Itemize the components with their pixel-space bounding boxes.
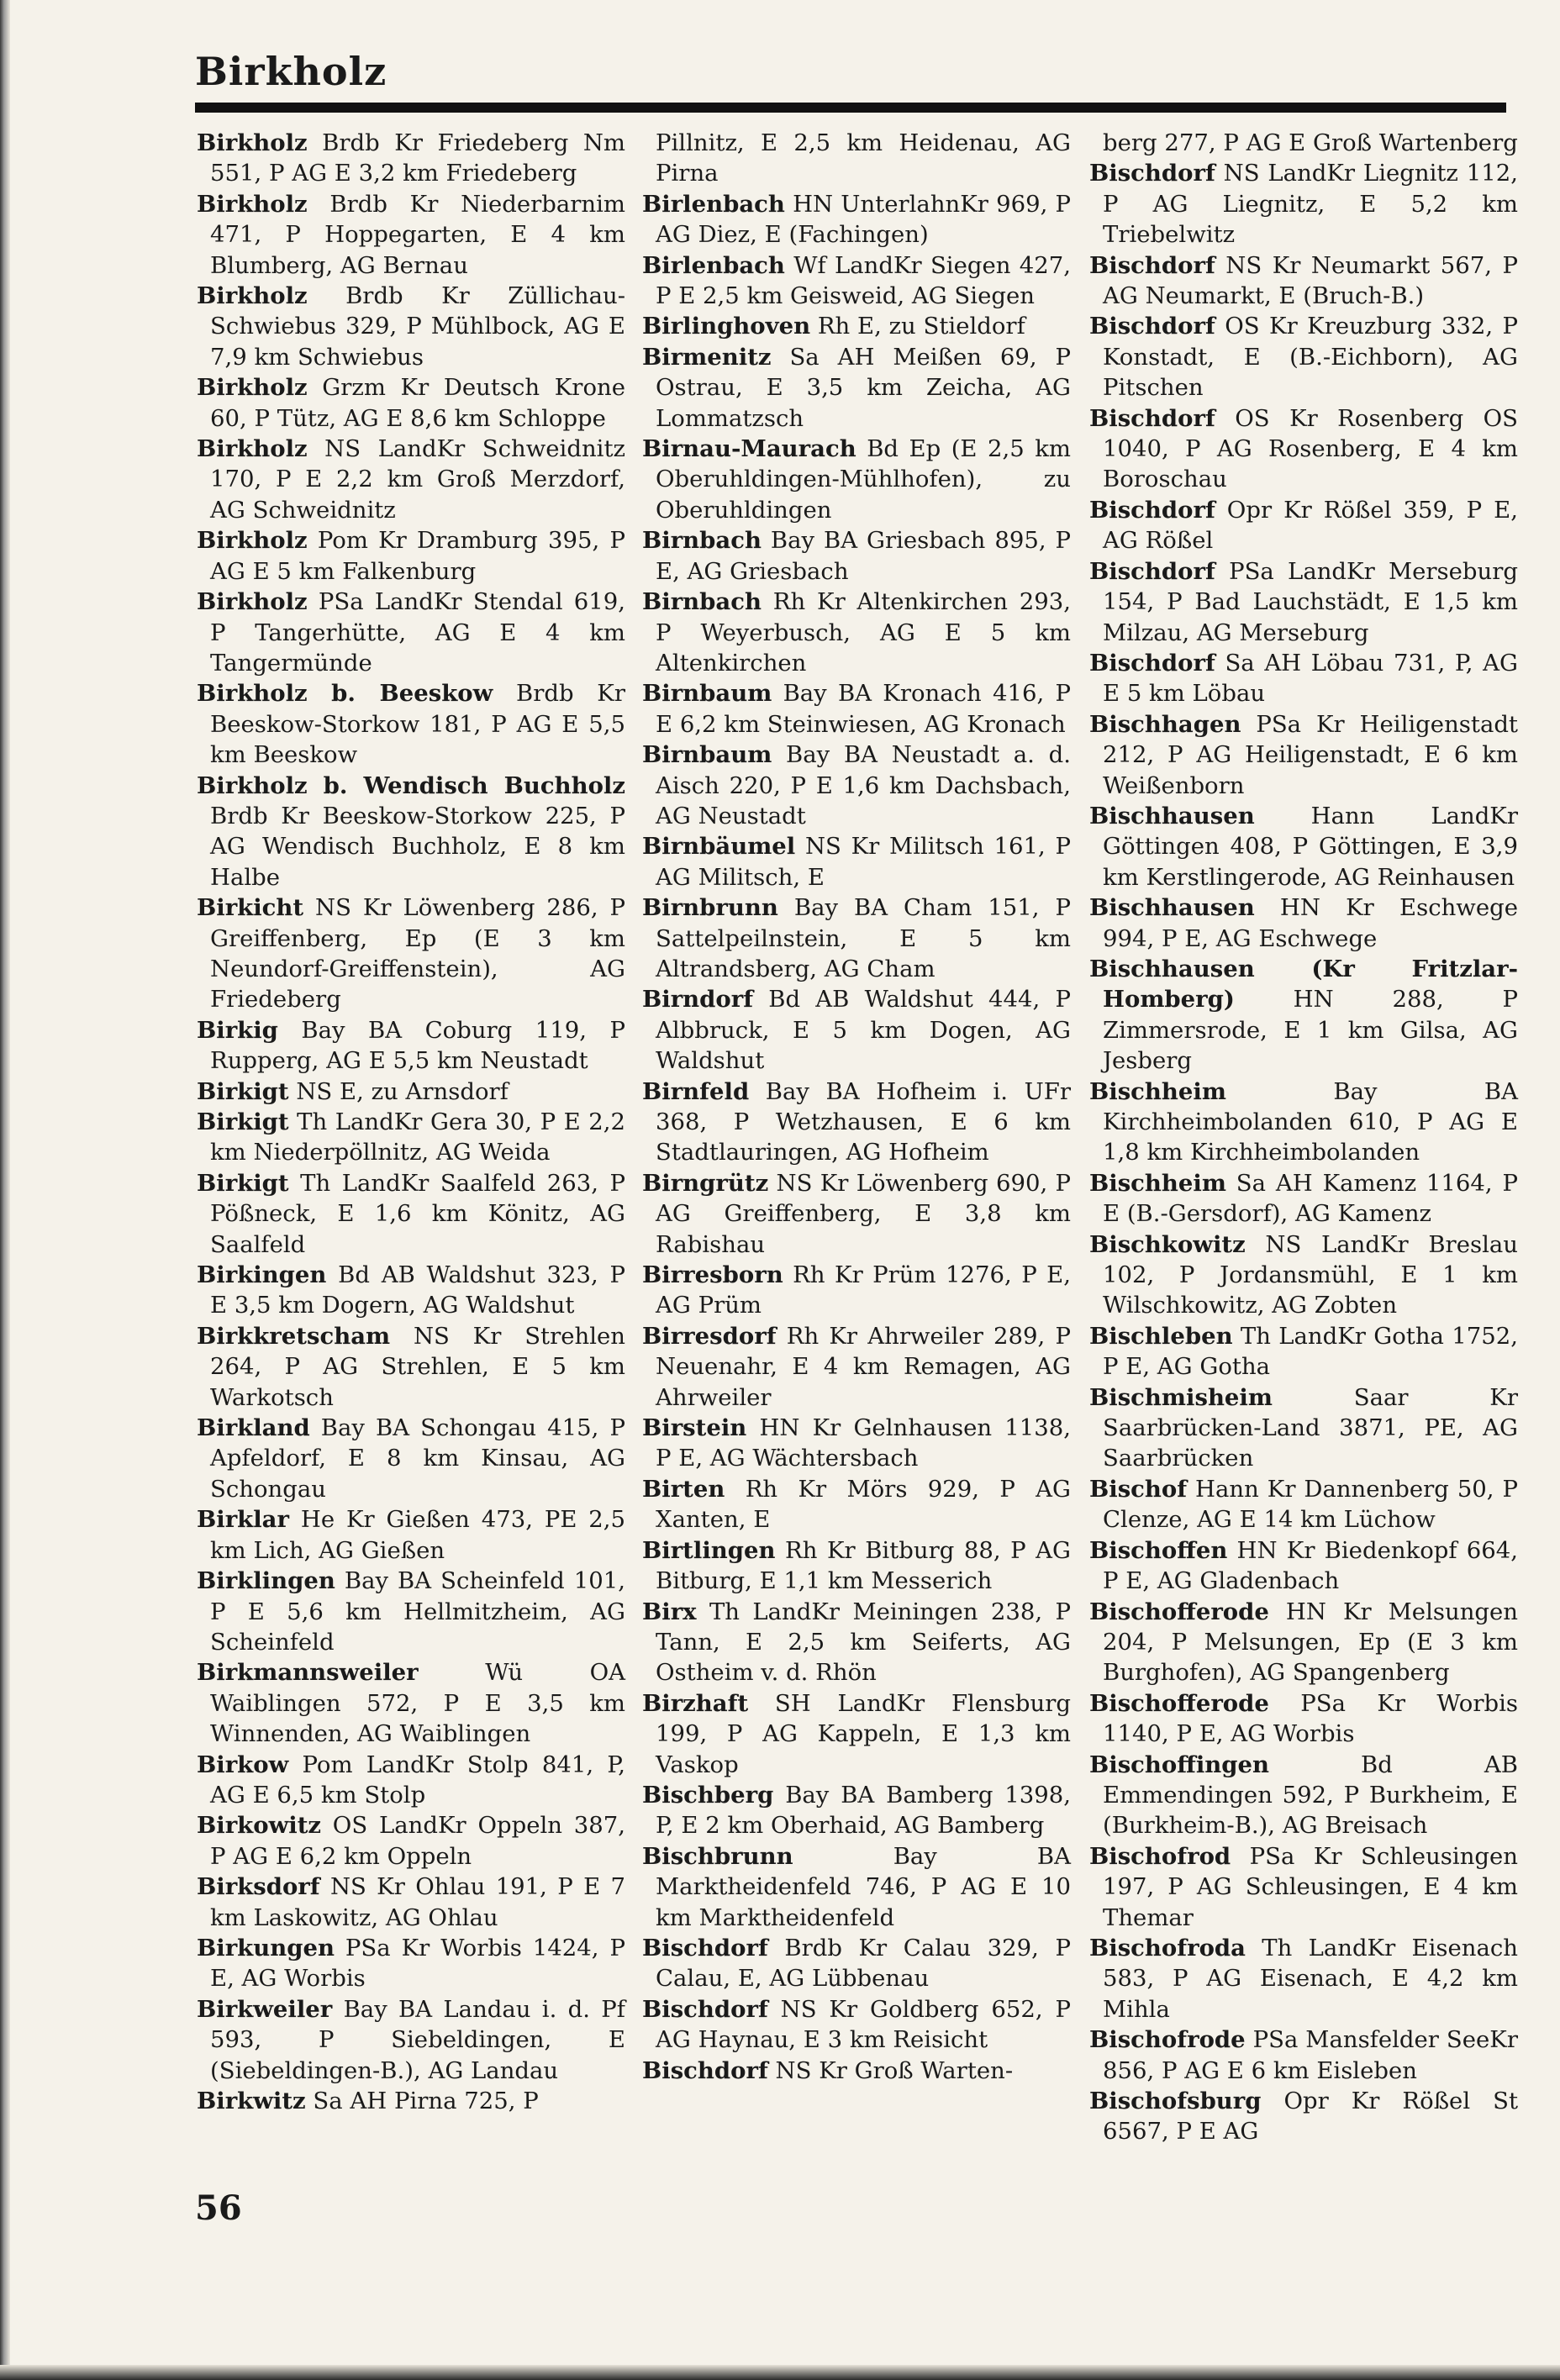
place-entry	[1089, 556, 1518, 648]
place-name: Bischbrunn	[642, 1842, 793, 1870]
place-name: Birkholz	[197, 435, 308, 463]
place-details: Pom LandKr Stolp 841, P, AG E 6,5 km Stolp	[210, 1751, 625, 1809]
place-details: Th LandKr Meiningen 238, P Tann, E 2,5 km Seiferts, AG Ostheim v. d. Rhön	[656, 1598, 1071, 1687]
place-name: Bischhagen	[1089, 710, 1241, 738]
place-name: Bischdorf	[1089, 251, 1215, 279]
place-entry	[1089, 801, 1518, 893]
place-name: Bischofferode	[1089, 1689, 1269, 1717]
place-entry	[1089, 2086, 1518, 2147]
place-details: Brdb Kr Friedeberg Nm 551, P AG E 3,2 km Friedeberg	[210, 129, 625, 187]
place-details: Bay BA Schongau 415, P Apfeldorf, E 8 km Kinsau, AG Schongau	[210, 1414, 625, 1503]
place-name: Bischof	[1089, 1475, 1188, 1503]
place-details: Grzm Kr Deutsch Krone 60, P Tütz, AG E 8,6 km Schloppe	[210, 374, 625, 432]
place-entry	[1089, 1321, 1518, 1382]
page-bottom-edge	[0, 2365, 1560, 2380]
place-details: Brdb Kr Beeskow-Storkow 181, P AG E 5,5 km Beeskow	[210, 680, 625, 769]
place-details: Th LandKr Eisenach 583, P AG Eisenach, E 4,2 km Mihla	[1103, 1934, 1518, 2023]
place-name: Birklar	[197, 1506, 289, 1534]
place-details: PSa Mansfelder SeeKr 856, P AG E 6 km Eisleben	[1103, 2026, 1518, 2084]
place-entry	[642, 1597, 1071, 1688]
place-name: Birngrütz	[642, 1169, 769, 1197]
place-details: PSa Kr Heiligenstadt 212, P AG Heiligenstadt, E 6 km Weißenborn	[1103, 710, 1518, 799]
place-name: Birlinghoven	[642, 313, 811, 340]
place-entry	[1089, 1474, 1518, 1535]
place-name: Birkigt	[197, 1169, 289, 1197]
place-entry	[197, 1994, 625, 2086]
place-entry	[197, 2086, 625, 2116]
place-entry	[642, 1260, 1071, 1321]
place-name: Bischhausen	[1089, 894, 1255, 922]
place-entry	[642, 434, 1071, 525]
place-entry	[642, 587, 1071, 678]
place-name: Birksdorf	[197, 1873, 320, 1901]
place-details: NS Kr Goldberg 652, P AG Haynau, E 3 km Reisicht	[656, 1995, 1071, 2054]
place-name: Bischofsburg	[1089, 2088, 1262, 2114]
place-details: OS Kr Kreuzburg 332, P Konstadt, E (B.-Eichborn), AG Pitschen	[1103, 313, 1518, 402]
place-details: NS Kr Groß Warten-	[767, 2056, 1014, 2084]
place-details: Th LandKr Gera 30, P E 2,2 km Niederpöllnitz, AG Weida	[210, 1108, 625, 1166]
place-entry	[197, 1168, 625, 1260]
place-details: Bd AB Waldshut 323, P E 3,5 km Dogern, AG Waldshut	[210, 1261, 625, 1319]
page-edge-shadow	[0, 0, 10, 2380]
column-1	[197, 128, 625, 2116]
place-details: Bay BA Scheinfeld 101, P E 5,6 km Hellmitzheim, AG Scheinfeld	[210, 1567, 625, 1656]
place-name: Birkholz	[197, 374, 308, 402]
place-name: Birkingen	[197, 1261, 327, 1289]
place-details: Sa AH Löbau 731, P, AG E 5 km Löbau	[1103, 649, 1518, 708]
place-entry	[1089, 1688, 1518, 1750]
place-details: Saar Kr Saarbrücken-Land 3871, PE, AG Saarbrücken	[1103, 1383, 1518, 1472]
place-name: Bischdorf	[1089, 649, 1215, 677]
place-details: NS Kr Neumarkt 567, P AG Neumarkt, E (Bruch-B.)	[1103, 251, 1518, 310]
place-entry	[197, 1107, 625, 1168]
place-name: Bischdorf	[1089, 496, 1215, 524]
place-entry	[642, 1994, 1071, 2056]
place-name: Birkmannsweiler	[197, 1659, 419, 1687]
place-entry	[1089, 1933, 1518, 2025]
place-details: PSa Kr Schleusingen 197, P AG Schleusingen, E 4 km Themar	[1103, 1842, 1518, 1931]
place-entry	[642, 342, 1071, 434]
place-entry	[642, 1474, 1071, 1535]
place-entry	[197, 1657, 625, 1749]
place-details: He Kr Gießen 473, PE 2,5 km Lich, AG Gießen	[210, 1506, 625, 1564]
place-entry	[1089, 1597, 1518, 1688]
place-details: Sa AH Kamenz 1164, P E (B.-Gersdorf), AG Kamenz	[1103, 1169, 1518, 1228]
place-details: HN Kr Eschwege 994, P E, AG Eschwege	[1103, 894, 1518, 952]
place-entry	[642, 189, 1071, 250]
place-details: Brdb Kr Niederbarnim 471, P Hoppegarten, E 4 km Blumberg, AG Bernau	[210, 190, 625, 279]
place-name: Bischofrod	[1089, 1842, 1231, 1870]
place-details: Th LandKr Gotha 1752, P E, AG Gotha	[1103, 1322, 1518, 1381]
place-details: Rh Kr Prüm 1276, P E, AG Prüm	[656, 1261, 1071, 1319]
place-entry	[642, 128, 1071, 189]
place-name: Bischofrode	[1089, 2026, 1246, 2054]
place-name: Birklingen	[197, 1567, 335, 1595]
place-name: Birkholz	[197, 129, 308, 156]
place-name: Bischkowitz	[1089, 1230, 1246, 1258]
place-name: Bischdorf	[1089, 160, 1215, 187]
place-details: Bay BA Bamberg 1398, P, E 2 km Oberhaid, AG Bamberg	[656, 1781, 1071, 1840]
place-name: Birkungen	[197, 1934, 335, 1961]
place-name: Bischhausen (Kr Fritzlar-Homberg)	[1089, 955, 1518, 1014]
place-details: Brdb Kr Züllichau-Schwiebus 329, P Mühlbock, AG E 7,9 km Schwiebus	[210, 282, 625, 371]
place-name: Birkkretscham	[197, 1322, 391, 1350]
place-details: HN Kr Gelnhausen 1138, P E, AG Wächtersbach	[656, 1414, 1071, 1472]
place-name: Birndorf	[642, 986, 754, 1014]
place-entry	[1089, 1535, 1518, 1597]
place-details: Bd Ep (E 2,5 km Oberuhldingen-Mühlhofen), zu Oberuhldingen	[656, 435, 1071, 524]
place-name: Birtlingen	[642, 1536, 776, 1564]
place-name: Birkowitz	[197, 1812, 322, 1840]
place-entry	[1089, 495, 1518, 556]
place-details: Hann Kr Dannenberg 50, P Clenze, AG E 14 km Lüchow	[1103, 1475, 1518, 1534]
place-details: Sa AH Pirna 725, P	[305, 2088, 539, 2114]
place-name: Birlenbach	[642, 251, 785, 279]
place-name: Birkicht	[197, 894, 304, 922]
place-name: Birnau-Maurach	[642, 435, 856, 463]
place-details: NS Kr Löwenberg 690, P AG Greiffenberg, E 3,8 km Rabishau	[656, 1169, 1071, 1258]
place-details: Pillnitz, E 2,5 km Heidenau, AG Pirna	[656, 129, 1071, 187]
place-entry	[642, 2056, 1071, 2086]
place-entry	[197, 128, 625, 189]
place-entry	[1089, 1168, 1518, 1229]
place-entry	[1089, 250, 1518, 312]
place-details: Bd AB Emmendingen 592, P Burkheim, E (Burkheim-B.), AG Breisach	[1103, 1751, 1518, 1840]
place-entry	[642, 1413, 1071, 1474]
place-entry	[197, 893, 625, 1015]
place-name: Birkholz	[197, 588, 308, 616]
place-name: Bischleben	[1089, 1322, 1233, 1350]
place-name: Bischdorf	[642, 2056, 768, 2084]
place-entry	[197, 1566, 625, 1657]
place-entry	[197, 189, 625, 281]
place-details: Bay BA Marktheidenfeld 746, P AG E 10 km Marktheidenfeld	[656, 1842, 1071, 1931]
place-entry	[642, 1321, 1071, 1413]
place-entry	[1089, 954, 1518, 1077]
place-entry	[1089, 2025, 1518, 2086]
place-name: Birten	[642, 1475, 725, 1503]
place-details: Bay BA Kirchheimbolanden 610, P AG E 1,8 km Kirchheimbolanden	[1103, 1077, 1518, 1166]
place-details: Bd AB Waldshut 444, P Albbruck, E 5 km Dogen, AG Waldshut	[656, 986, 1071, 1075]
place-details: NS LandKr Liegnitz 112, P AG Liegnitz, E 5,2 km Triebelwitz	[1103, 160, 1518, 249]
header-rule	[195, 103, 1506, 113]
place-entry	[197, 525, 625, 587]
place-name: Birkland	[197, 1414, 310, 1442]
place-details: Hann LandKr Göttingen 408, P Göttingen, E 3,9 km Kerstlingerode, AG Reinhausen	[1103, 802, 1518, 891]
place-details: Bay BA Coburg 119, P Rupperg, AG E 5,5 km Neustadt	[210, 1016, 625, 1075]
place-name: Birnbach	[642, 527, 762, 555]
place-entry	[1089, 648, 1518, 709]
place-details: NS Kr Löwenberg 286, P Greiffenberg, Ep (E 3 km Neundorf-Greiffenstein), AG Friedeberg	[210, 894, 625, 1014]
column-3	[1089, 128, 1518, 2147]
place-name: Bischheim	[1089, 1169, 1226, 1197]
place-details: Brdb Kr Calau 329, P Calau, E, AG Lübbenau	[656, 1934, 1071, 1993]
place-details: PSa Kr Worbis 1424, P E, AG Worbis	[210, 1934, 625, 1993]
place-name: Bischheim	[1089, 1077, 1226, 1105]
place-name: Bischdorf	[642, 1995, 768, 2023]
place-details: Bay BA Neustadt a. d. Aisch 220, P E 1,6 km Dachsbach, AG Neustadt	[656, 741, 1071, 829]
place-entry	[1089, 1229, 1518, 1321]
place-entry	[197, 771, 625, 893]
place-details: Rh Kr Ahrweiler 289, P Neuenahr, E 4 km Remagen, AG Ahrweiler	[656, 1322, 1071, 1411]
place-entry	[197, 678, 625, 770]
place-details: NS Kr Militsch 161, P AG Militsch, E	[656, 833, 1071, 891]
place-name: Bischdorf	[642, 1934, 768, 1961]
place-details: HN 288, P Zimmersrode, E 1 km Gilsa, AG Jesberg	[1103, 986, 1518, 1075]
place-details: Sa AH Meißen 69, P Ostrau, E 3,5 km Zeicha, AG Lommatzsch	[656, 343, 1071, 432]
place-entry	[197, 1504, 625, 1566]
place-details: Bay BA Griesbach 895, P E, AG Griesbach	[656, 527, 1071, 585]
place-entry	[642, 311, 1071, 341]
place-details: HN Kr Melsungen 204, P Melsungen, Ep (E 3 km Burghofen), AG Spangenberg	[1103, 1598, 1518, 1687]
place-name: Bischhausen	[1089, 802, 1255, 829]
place-details: PSa LandKr Stendal 619, P Tangerhütte, AG E 4 km Tangermünde	[210, 588, 625, 677]
place-details: HN UnterlahnKr 969, P AG Diez, E (Fachingen)	[656, 190, 1071, 249]
place-name: Birzhaft	[642, 1689, 749, 1717]
place-details: Th LandKr Saalfeld 263, P Pößneck, E 1,6 km Könitz, AG Saalfeld	[210, 1169, 625, 1258]
place-entry	[642, 678, 1071, 740]
place-entry	[1089, 311, 1518, 403]
place-name: Bischberg	[642, 1781, 774, 1809]
place-entry	[1089, 709, 1518, 801]
place-name: Birkigt	[197, 1108, 289, 1135]
place-entry	[642, 1841, 1071, 1933]
place-entry	[642, 1535, 1071, 1597]
place-details: Bay BA Hofheim i. UFr 368, P Wetzhausen, E 6 km Stadtlauringen, AG Hofheim	[656, 1077, 1071, 1166]
place-name: Birkig	[197, 1016, 278, 1044]
place-entry	[197, 1015, 625, 1077]
place-name: Birkholz	[197, 527, 308, 555]
place-entry	[642, 525, 1071, 587]
place-details: Wf LandKr Siegen 427, P E 2,5 km Geisweid, AG Siegen	[656, 251, 1071, 310]
place-details: Bay BA Kronach 416, P E 6,2 km Steinwiesen, AG Kronach	[656, 680, 1071, 738]
place-name: Bischdorf	[1089, 404, 1215, 432]
place-name: Birkow	[197, 1751, 289, 1778]
place-details: Opr Kr Rößel 359, P E, AG Rößel	[1103, 496, 1518, 555]
place-entry	[1089, 1841, 1518, 1933]
place-details: HN Kr Biedenkopf 664, P E, AG Gladenbach	[1103, 1536, 1518, 1595]
place-name: Birmenitz	[642, 343, 772, 371]
place-entry	[197, 1413, 625, 1504]
place-details: NS Kr Ohlau 191, P E 7 km Laskowitz, AG Ohlau	[210, 1873, 625, 1931]
place-details: Bay BA Cham 151, P Sattelpeilnstein, E 5 km Altrandsberg, AG Cham	[656, 894, 1071, 982]
place-name: Birx	[642, 1598, 697, 1625]
place-entry	[197, 1260, 625, 1321]
place-entry	[642, 1780, 1071, 1841]
place-entry	[642, 1688, 1071, 1780]
place-details: Opr Kr Rößel St 6567, P E AG	[1103, 2088, 1518, 2146]
place-name: Birkholz	[197, 190, 308, 218]
place-name: Birnbach	[642, 588, 762, 616]
place-name: Bischdorf	[1089, 557, 1215, 585]
place-name: Birlenbach	[642, 190, 785, 218]
place-name: Birkweiler	[197, 1995, 333, 2023]
place-details: NS E, zu Arnsdorf	[288, 1077, 509, 1105]
place-name: Birkholz b. Beeskow	[197, 680, 493, 708]
place-details: PSa LandKr Merseburg 154, P Bad Lauchstädt, E 1,5 km Milzau, AG Merseburg	[1103, 557, 1518, 646]
page-number: 56	[195, 2188, 242, 2228]
place-entry	[642, 1168, 1071, 1260]
place-entry	[197, 434, 625, 525]
place-name: Birnbaum	[642, 680, 772, 708]
place-name: Bischmisheim	[1089, 1383, 1273, 1411]
place-details: Pom Kr Dramburg 395, P AG E 5 km Falkenburg	[210, 527, 625, 585]
place-name: Bischoffingen	[1089, 1751, 1269, 1778]
place-details: NS LandKr Schweidnitz 170, P E 2,2 km Groß Merzdorf, AG Schweidnitz	[210, 435, 625, 524]
place-entry	[642, 831, 1071, 893]
place-details: NS LandKr Breslau 102, P Jordansmühl, E 1 km Wilschkowitz, AG Zobten	[1103, 1230, 1518, 1319]
place-details: OS Kr Rosenberg OS 1040, P AG Rosenberg, E 4 km Boroschau	[1103, 404, 1518, 493]
place-details: PSa Kr Worbis 1140, P E, AG Worbis	[1103, 1689, 1518, 1748]
place-details: NS Kr Strehlen 264, P AG Strehlen, E 5 km Warkotsch	[210, 1322, 625, 1411]
place-name: Birkigt	[197, 1077, 289, 1105]
place-entry	[197, 1933, 625, 1994]
place-entry	[1089, 1750, 1518, 1841]
place-details: Rh Kr Altenkirchen 293, P Weyerbusch, AG E 5 km Altenkirchen	[656, 588, 1071, 677]
place-name: Birresborn	[642, 1261, 783, 1289]
place-details: Rh Kr Mörs 929, P AG Xanten, E	[656, 1475, 1071, 1534]
place-entry	[1089, 1077, 1518, 1168]
place-entry	[197, 1321, 625, 1413]
place-entry	[1089, 893, 1518, 954]
place-entry	[1089, 1382, 1518, 1474]
place-name: Birkholz b. Wendisch Buchholz	[197, 771, 625, 799]
place-details: Brdb Kr Beeskow-Storkow 225, P AG Wendisch Buchholz, E 8 km Halbe	[210, 802, 625, 891]
place-name: Bischoffen	[1089, 1536, 1228, 1564]
place-entry	[197, 281, 625, 372]
place-name: Birstein	[642, 1414, 747, 1442]
place-name: Birkwitz	[197, 2088, 306, 2114]
place-details: Wü OA Waiblingen 572, P E 3,5 km Winnenden, AG Waiblingen	[210, 1659, 625, 1748]
place-name: Birkholz	[197, 282, 308, 310]
place-entry	[642, 1077, 1071, 1168]
place-details: berg 277, P AG E Groß Wartenberg	[1103, 129, 1518, 156]
place-details: Rh E, zu Stieldorf	[810, 313, 1025, 340]
place-details: SH LandKr Flensburg 199, P AG Kappeln, E 1,3 km Vaskop	[656, 1689, 1071, 1778]
place-name: Bischdorf	[1089, 313, 1215, 340]
place-entry	[197, 1810, 625, 1872]
place-entry	[1089, 403, 1518, 495]
place-name: Birnbäumel	[642, 833, 796, 861]
column-2	[642, 128, 1071, 2086]
place-entry	[642, 893, 1071, 984]
place-entry	[642, 740, 1071, 831]
place-details: OS LandKr Oppeln 387, P AG E 6,2 km Oppeln	[210, 1812, 625, 1870]
place-name: Bischofferode	[1089, 1598, 1269, 1625]
place-name: Bischofroda	[1089, 1934, 1246, 1961]
place-entry	[197, 372, 625, 434]
place-entry	[1089, 128, 1518, 158]
place-name: Birnbaum	[642, 741, 772, 769]
place-entry	[642, 250, 1071, 312]
place-entry	[197, 587, 625, 678]
place-entry	[642, 1933, 1071, 1994]
page-header: Birkholz	[195, 49, 387, 94]
place-name: Birresdorf	[642, 1322, 777, 1350]
place-entry	[1089, 158, 1518, 250]
place-details: Rh Kr Bitburg 88, P AG Bitburg, E 1,1 km Messerich	[656, 1536, 1071, 1595]
place-name: Birnbrunn	[642, 894, 778, 922]
place-entry	[642, 984, 1071, 1076]
place-entry	[197, 1872, 625, 1933]
place-entry	[197, 1077, 625, 1107]
place-entry	[197, 1750, 625, 1811]
place-details: Bay BA Landau i. d. Pf 593, P Siebeldingen, E (Siebeldingen-B.), AG Landau	[210, 1995, 625, 2084]
place-name: Birnfeld	[642, 1077, 750, 1105]
